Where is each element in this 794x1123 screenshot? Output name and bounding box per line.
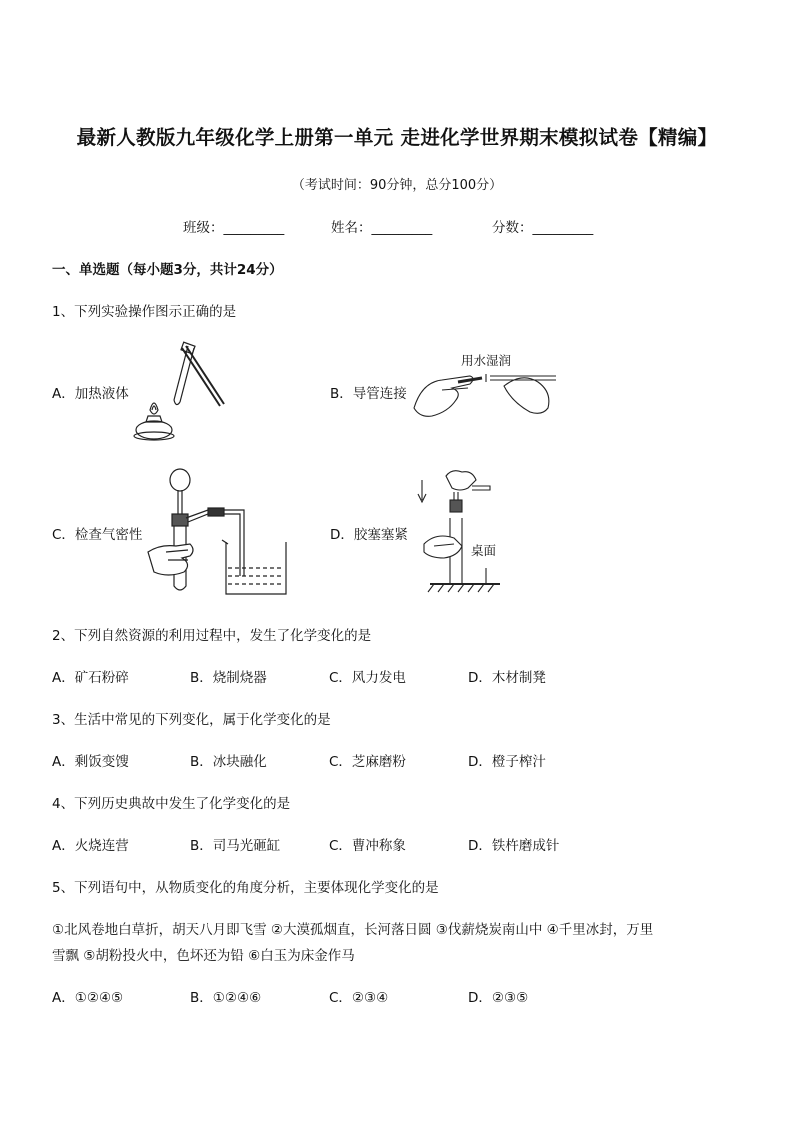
q5-option-d[interactable]: D．②③⑤ — [468, 990, 529, 1006]
q4-option-d[interactable]: D．铁杵磨成针 — [468, 838, 560, 854]
q5-option-a[interactable]: A．①②④⑤ — [52, 990, 124, 1006]
question-1-stem: 1、下列实验操作图示正确的是 — [52, 304, 237, 320]
class-field[interactable]: 班级：_________ — [183, 220, 285, 236]
page-title: 最新人教版九年级化学上册第一单元 走进化学世界期末模拟试卷【精编】 — [76, 126, 718, 149]
question-5-body-line-2: 雪飘 ⑤胡粉投火中，色坏还为铅 ⑥白玉为床金作马 — [52, 948, 355, 964]
section-title: 一、单选题（每小题3分，共计24分） — [52, 262, 283, 278]
question-2-stem: 2、下列自然资源的利用过程中，发生了化学变化的是 — [52, 628, 372, 644]
score-field[interactable]: 分数：_________ — [492, 220, 594, 236]
question-4-stem: 4、下列历史典故中发生了化学变化的是 — [52, 796, 291, 812]
q5-option-c[interactable]: C．②③④ — [329, 990, 389, 1006]
table-caption: 桌面 — [471, 543, 497, 558]
tube-connection-figure — [412, 368, 562, 420]
q2-option-b[interactable]: B．烧制烧器 — [190, 670, 267, 686]
heating-liquid-figure — [130, 338, 230, 440]
q3-option-a[interactable]: A．剩饭变馊 — [52, 754, 129, 770]
exam-meta: （考试时间：90分钟，总分100分） — [291, 178, 503, 193]
water-wet-caption: 用水湿润 — [461, 353, 512, 368]
q2-option-d[interactable]: D．木材制凳 — [468, 670, 546, 686]
q2-option-a[interactable]: A．矿石粉碎 — [52, 670, 129, 686]
q4-option-a[interactable]: A．火烧连营 — [52, 838, 129, 854]
airtightness-check-figure — [148, 468, 288, 596]
question-5-stem: 5、下列语句中，从物质变化的角度分析，主要体现化学变化的是 — [52, 880, 439, 896]
q1-option-b[interactable]: B．导管连接 — [330, 386, 407, 402]
q3-option-c[interactable]: C．芝麻磨粉 — [329, 754, 406, 770]
q3-option-d[interactable]: D．橙子榨汁 — [468, 754, 546, 770]
q2-option-c[interactable]: C．风力发电 — [329, 670, 406, 686]
name-field[interactable]: 姓名：_________ — [331, 220, 433, 236]
q1-option-c[interactable]: C．检查气密性 — [52, 527, 143, 543]
q3-option-b[interactable]: B．冰块融化 — [190, 754, 267, 770]
question-3-stem: 3、生活中常见的下列变化，属于化学变化的是 — [52, 712, 331, 728]
question-5-body-line-1: ①北风卷地白草折，胡天八月即飞雪 ②大漠孤烟直，长河落日圆 ③伐薪烧炭南山中 ④千里冰封，万里 — [52, 922, 654, 938]
q4-option-c[interactable]: C．曹冲称象 — [329, 838, 406, 854]
q5-option-b[interactable]: B．①②④⑥ — [190, 990, 262, 1006]
stopper-press-figure — [414, 466, 524, 594]
q1-option-a[interactable]: A．加热液体 — [52, 386, 129, 402]
q4-option-b[interactable]: B．司马光砸缸 — [190, 838, 281, 854]
q1-option-d[interactable]: D．胶塞塞紧 — [330, 527, 408, 543]
